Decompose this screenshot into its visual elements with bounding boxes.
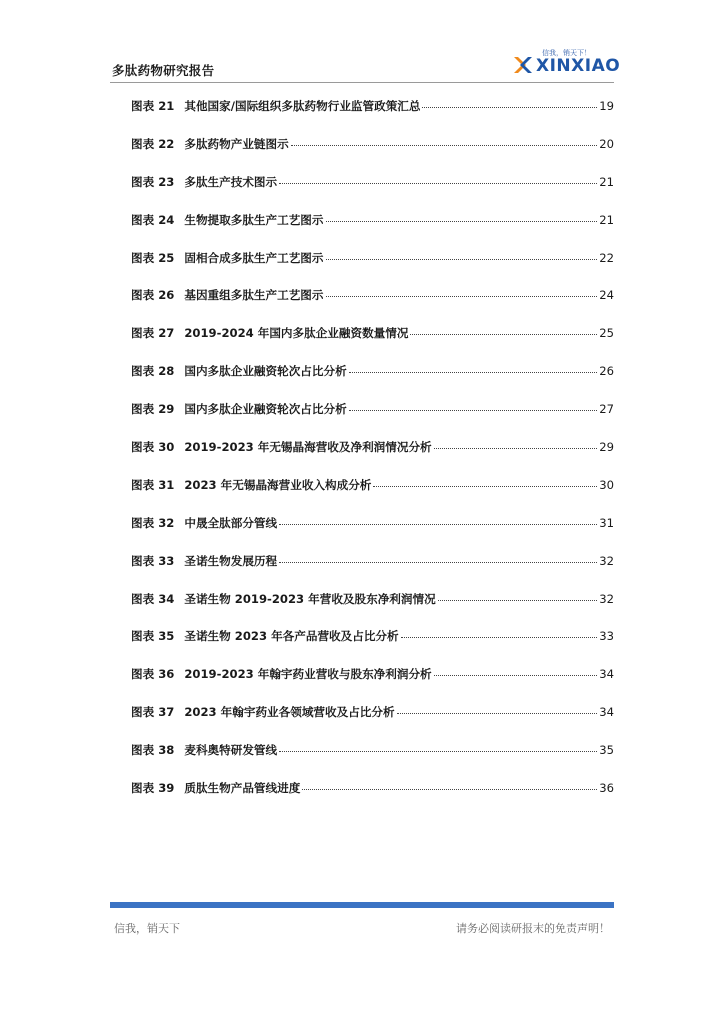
toc-figure-title: 质肽生物产品管线进度: [184, 781, 301, 796]
toc-leader-dots: [349, 410, 598, 411]
toc-leader-dots: [279, 562, 597, 563]
toc-figure-number: 图表 39: [131, 781, 175, 796]
toc-page-number: 31: [599, 515, 614, 530]
toc-leader-dots: [326, 221, 598, 222]
footer-slogan: 信我，销天下: [114, 922, 180, 935]
table-of-figures: [131, 96, 614, 816]
toc-figure-number: 图表 22: [131, 136, 175, 151]
toc-entry[interactable]: [131, 172, 614, 210]
toc-figure-title: 固相合成多肽生产工艺图示: [184, 250, 324, 265]
footer-bar: [110, 902, 614, 908]
toc-page-number: 26: [599, 364, 614, 379]
toc-entry[interactable]: [131, 361, 614, 399]
toc-figure-title: 其他国家/国际组织多肽药物行业监管政策汇总: [184, 99, 421, 113]
toc-figure-number: 图表 28: [131, 364, 175, 379]
toc-leader-dots: [438, 600, 598, 601]
toc-entry[interactable]: [131, 323, 614, 361]
toc-entry[interactable]: [131, 513, 614, 551]
toc-entry[interactable]: [131, 210, 614, 248]
toc-figure-title: 多肽药物产业链图示: [184, 136, 289, 151]
toc-page-number: 33: [599, 629, 614, 644]
toc-figure-number: 图表 23: [131, 174, 175, 189]
logo-slogan: 信我，销天下！: [542, 49, 591, 57]
toc-figure-title: 中晟全肽部分管线: [184, 515, 278, 530]
report-title: 多肽药物研究报告: [112, 63, 215, 78]
toc-entry[interactable]: [131, 437, 614, 475]
toc-leader-dots: [291, 145, 598, 146]
company-logo: [512, 48, 622, 82]
toc-leader-dots: [410, 334, 597, 335]
toc-leader-dots: [279, 183, 597, 184]
toc-leader-dots: [326, 259, 598, 260]
toc-page-number: 32: [599, 591, 614, 606]
toc-leader-dots: [434, 675, 598, 676]
toc-figure-number: 图表 36: [131, 667, 175, 682]
toc-figure-title: 2019-2023 年无锡晶海营收及净利润情况分析: [184, 440, 432, 455]
toc-leader-dots: [349, 372, 598, 373]
toc-leader-dots: [434, 448, 598, 449]
toc-figure-title: 国内多肽企业融资轮次占比分析: [184, 402, 347, 417]
toc-entry[interactable]: [131, 285, 614, 323]
toc-figure-title: 麦科奥特研发管线: [184, 743, 278, 758]
toc-figure-number: 图表 29: [131, 402, 175, 417]
toc-leader-dots: [422, 107, 597, 108]
toc-leader-dots: [326, 296, 598, 297]
toc-leader-dots: [373, 486, 597, 487]
toc-leader-dots: [302, 789, 597, 790]
toc-page-number: 19: [599, 99, 614, 113]
toc-figure-number: 图表 27: [131, 326, 175, 341]
toc-page-number: 27: [599, 402, 614, 417]
toc-figure-number: 图表 30: [131, 440, 175, 455]
toc-figure-number: 图表 26: [131, 288, 175, 303]
toc-entry[interactable]: [131, 551, 614, 589]
toc-page-number: 30: [599, 477, 614, 492]
toc-figure-title: 生物提取多肽生产工艺图示: [184, 212, 324, 227]
toc-figure-number: 图表 31: [131, 477, 175, 492]
toc-page-number: 21: [599, 174, 614, 189]
footer-disclaimer: 请务必阅读研报末的免责声明！: [456, 922, 610, 935]
toc-entry[interactable]: [131, 589, 614, 627]
toc-figure-title: 2019-2024 年国内多肽企业融资数量情况: [184, 326, 409, 341]
toc-entry[interactable]: [131, 740, 614, 778]
toc-figure-title: 2019-2023 年翰宇药业营收与股东净利润分析: [184, 667, 432, 682]
toc-figure-title: 圣诺生物 2023 年各产品营收及占比分析: [184, 629, 399, 644]
toc-entry[interactable]: [131, 399, 614, 437]
toc-page-number: 24: [599, 288, 614, 303]
toc-figure-title: 多肽生产技术图示: [184, 174, 278, 189]
toc-page-number: 34: [599, 705, 614, 720]
toc-page-number: 21: [599, 212, 614, 227]
toc-figure-title: 国内多肽企业融资轮次占比分析: [184, 364, 347, 379]
toc-figure-number: 图表 34: [131, 591, 175, 606]
toc-figure-title: 圣诺生物 2019-2023 年营收及股东净利润情况: [184, 591, 436, 606]
toc-figure-number: 图表 24: [131, 212, 175, 227]
toc-entry[interactable]: [131, 664, 614, 702]
toc-figure-title: 2023 年无锡晶海营业收入构成分析: [184, 477, 372, 492]
toc-leader-dots: [279, 751, 597, 752]
toc-figure-number: 图表 37: [131, 705, 175, 720]
toc-entry[interactable]: [131, 626, 614, 664]
logo-mark-icon: [512, 54, 534, 76]
header-divider: [110, 82, 614, 83]
toc-figure-number: 图表 35: [131, 629, 175, 644]
toc-entry[interactable]: [131, 134, 614, 172]
toc-page-number: 34: [599, 667, 614, 682]
toc-leader-dots: [279, 524, 597, 525]
toc-page-number: 35: [599, 743, 614, 758]
toc-figure-number: 图表 38: [131, 743, 175, 758]
toc-figure-title: 2023 年翰宇药业各领域营收及占比分析: [184, 705, 395, 720]
toc-figure-number: 图表 33: [131, 553, 175, 568]
toc-figure-title: 基因重组多肽生产工艺图示: [184, 288, 324, 303]
toc-entry[interactable]: [131, 96, 614, 134]
toc-entry[interactable]: [131, 778, 614, 816]
toc-entry[interactable]: [131, 248, 614, 286]
toc-page-number: 32: [599, 553, 614, 568]
toc-entry[interactable]: [131, 475, 614, 513]
toc-figure-number: 图表 25: [131, 250, 175, 265]
toc-entry[interactable]: [131, 702, 614, 740]
toc-page-number: 20: [599, 136, 614, 151]
toc-page-number: 25: [599, 326, 614, 341]
toc-figure-number: 图表 32: [131, 515, 175, 530]
toc-figure-number: 图表 21: [131, 99, 175, 113]
toc-page-number: 22: [599, 250, 614, 265]
toc-figure-title: 圣诺生物发展历程: [184, 553, 278, 568]
logo-brand: XINXIAO: [536, 56, 621, 76]
toc-leader-dots: [401, 637, 598, 638]
toc-page-number: 29: [599, 440, 614, 455]
toc-page-number: 36: [599, 781, 614, 796]
toc-leader-dots: [397, 713, 598, 714]
